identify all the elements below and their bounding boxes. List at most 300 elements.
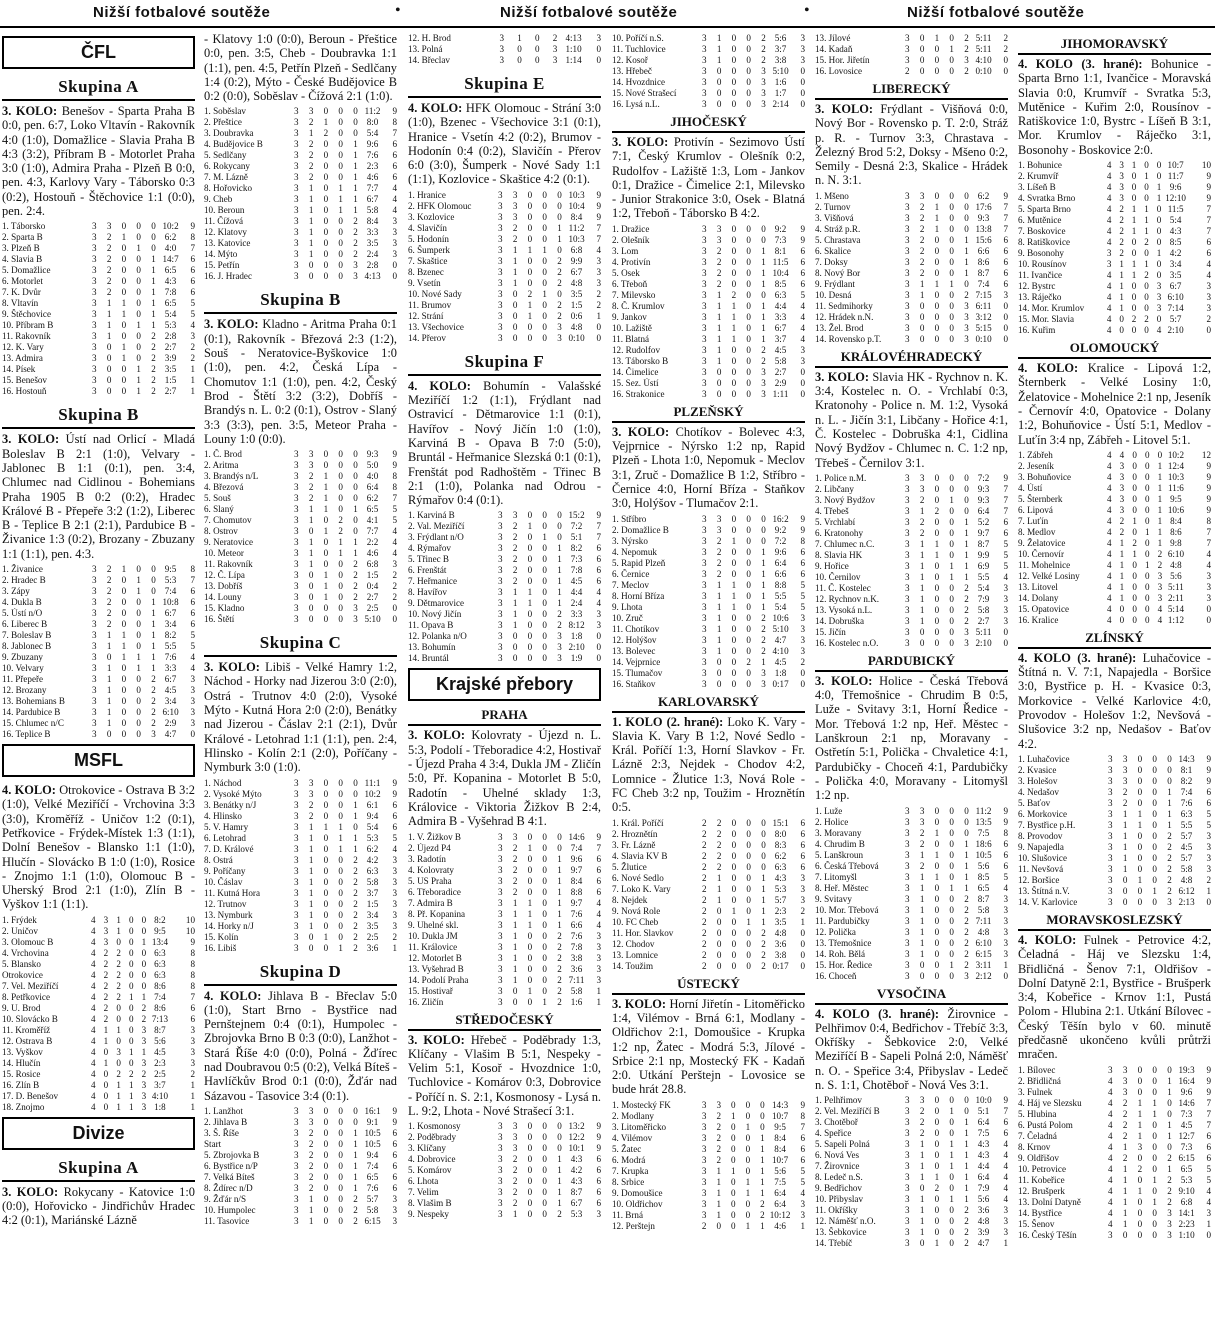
- table-cell: 2: [1167, 863, 1172, 874]
- table-cell: 0: [542, 963, 547, 974]
- table-cell: 2: [716, 1121, 722, 1132]
- team-name: 2. Turnov: [815, 201, 851, 212]
- table-cell: 3: [1119, 493, 1125, 504]
- table-cell: 9: [1206, 182, 1211, 193]
- team-name: 1. Soběslav: [204, 106, 246, 117]
- table-cell: 4: [1106, 449, 1112, 460]
- table-row: [2, 375, 195, 386]
- table-row: [204, 581, 397, 592]
- table-cell: 0: [746, 88, 751, 98]
- table-cell: 1: [106, 298, 112, 309]
- table-cell: 1: [353, 183, 358, 194]
- table-cell: 3: [905, 1194, 910, 1205]
- table-cell: 3: [702, 256, 707, 267]
- team-name: 11. Nevšová: [1018, 863, 1064, 874]
- team-name: 16. Štětí: [204, 614, 235, 625]
- table-cell: 4: [596, 598, 601, 609]
- team-name: 7. Milevsko: [612, 289, 656, 300]
- team-name: 6. Morkovice: [1018, 808, 1067, 819]
- table-cell: 3: [905, 289, 910, 300]
- table-cell: 0: [746, 938, 751, 949]
- table-row: [815, 1117, 1008, 1128]
- table-cell: 3: [92, 663, 97, 674]
- table-cell: 1: [964, 516, 969, 527]
- table-cell: 3: [905, 827, 910, 838]
- table-cell: 15:6: [975, 234, 992, 245]
- table-cell: 3: [498, 200, 503, 211]
- table-cell: 4: [1108, 1152, 1113, 1163]
- table-cell: 1: [512, 277, 518, 288]
- table-cell: 3: [905, 33, 910, 43]
- table-cell: 0: [746, 850, 751, 861]
- table-cell: 6: [190, 586, 195, 597]
- table-cell: 3: [308, 777, 314, 788]
- table-cell: 0: [1152, 1185, 1157, 1196]
- table-row: [815, 1216, 1008, 1227]
- table-cell: 3: [92, 652, 97, 663]
- table-cell: 9:8: [1170, 537, 1182, 548]
- table-cell: 3: [761, 366, 766, 377]
- table-cell: 3: [800, 612, 805, 623]
- table-cell: 5: [800, 590, 805, 601]
- table-cell: 0: [1144, 515, 1150, 526]
- table-cell: 0: [338, 1215, 343, 1226]
- table-cell: 5:8: [977, 904, 990, 915]
- table-cell: 3: [905, 915, 910, 926]
- table-cell: 0: [949, 516, 954, 527]
- table-cell: 3: [498, 288, 503, 299]
- table-cell: 3: [905, 1238, 910, 1249]
- table-cell: 4: [1108, 1218, 1113, 1229]
- team-name: 14. Podolí Praha: [408, 974, 469, 985]
- table-cell: 1: [323, 526, 329, 537]
- team-name: 11. Kroměříž: [2, 1024, 51, 1035]
- table-row: [408, 554, 601, 565]
- table-cell: 3: [919, 816, 925, 827]
- table-cell: 0: [542, 941, 547, 952]
- table-cell: 0: [1131, 281, 1137, 292]
- table-cell: 3: [1003, 289, 1008, 300]
- table-cell: 0: [746, 568, 751, 579]
- team-name: 15. Nové Strašecí: [612, 88, 677, 98]
- table-cell: 1: [1152, 1196, 1157, 1207]
- table-cell: 1: [338, 548, 343, 559]
- team-name: 14. Bruntál: [408, 653, 449, 664]
- table-cell: 3: [1206, 581, 1211, 592]
- table-cell: 3:7: [774, 333, 787, 344]
- table-cell: 1: [308, 194, 314, 205]
- table-cell: 0: [1152, 1086, 1157, 1097]
- team-name: 6. Nová Ves: [815, 1150, 860, 1161]
- table-cell: 2: [702, 905, 707, 916]
- table-cell: 0: [106, 342, 112, 353]
- table-cell: 3: [1206, 852, 1211, 863]
- table-cell: 2: [760, 1198, 765, 1209]
- table-cell: 3: [701, 1187, 707, 1198]
- table-cell: 11:2: [975, 805, 992, 816]
- team-name: 13. Ráječko: [1018, 292, 1062, 303]
- table-cell: 1: [116, 1101, 121, 1112]
- table-cell: 9: [1206, 764, 1211, 775]
- table-cell: 1: [760, 1187, 765, 1198]
- table-cell: 3: [498, 941, 503, 952]
- table-cell: 7: [392, 128, 397, 139]
- table-cell: 3: [498, 930, 503, 941]
- table-cell: 0: [731, 1176, 736, 1187]
- table-cell: 2: [151, 364, 156, 375]
- table-cell: 3: [702, 267, 707, 278]
- team-name: 4. Stráž p.R.: [815, 223, 861, 234]
- table-cell: 1: [141, 936, 147, 947]
- table-cell: 3: [919, 190, 925, 201]
- table-cell: 4: [1003, 1150, 1008, 1161]
- team-name: 7. Vel. Meziříčí: [2, 980, 59, 991]
- table-cell: 3: [701, 1132, 707, 1143]
- table-cell: 9:4: [366, 1149, 379, 1160]
- team-name: 13. Bohumín: [408, 642, 456, 653]
- table-cell: 6:7: [1169, 281, 1182, 292]
- table-cell: 2: [323, 128, 329, 139]
- table-cell: 3: [701, 1209, 707, 1220]
- table-cell: 1: [1003, 1238, 1008, 1249]
- table-cell: 3: [905, 860, 910, 871]
- table-cell: 1: [141, 1046, 147, 1057]
- team-name: 7. Meclov: [612, 579, 649, 590]
- table-row: [612, 290, 805, 301]
- table-cell: 1: [919, 582, 925, 593]
- table-cell: 3: [1108, 863, 1113, 874]
- table-cell: 2: [731, 289, 737, 300]
- table-cell: 1: [353, 1149, 358, 1160]
- table-cell: 0: [141, 958, 147, 969]
- table-cell: 0: [934, 816, 940, 827]
- table-cell: 3: [294, 271, 299, 282]
- table-cell: 2: [106, 597, 112, 608]
- table-cell: 0: [542, 299, 547, 310]
- table-cell: 3: [702, 557, 707, 568]
- table-cell: 3: [800, 44, 805, 54]
- table-cell: 0: [542, 321, 547, 332]
- table-cell: 4:8: [774, 927, 787, 938]
- table-cell: 0: [190, 729, 195, 740]
- table-cell: 7:6: [570, 930, 583, 941]
- table-cell: 4:2: [366, 854, 379, 865]
- table-cell: 9: [800, 1099, 805, 1110]
- table-cell: 4: [1106, 515, 1112, 526]
- table-row: [612, 569, 805, 580]
- table-cell: 4:8: [570, 321, 583, 332]
- table-cell: 1:11: [772, 388, 789, 399]
- table-row: [1018, 270, 1211, 281]
- table-cell: 1: [338, 821, 343, 832]
- table-cell: 2: [1119, 237, 1124, 248]
- table-cell: 0: [128, 936, 134, 947]
- table-cell: 0: [1144, 325, 1149, 336]
- table-row: [815, 484, 1008, 495]
- table-cell: 3: [596, 277, 601, 288]
- table-cell: 2: [308, 1182, 314, 1193]
- table-cell: 0: [121, 663, 127, 674]
- table-cell: 3: [1137, 1141, 1143, 1152]
- table-cell: 4: [1003, 882, 1008, 893]
- table-cell: 2: [702, 828, 707, 839]
- table-cell: 0: [716, 66, 722, 76]
- table-row: [1018, 259, 1211, 270]
- table-row: [1018, 776, 1211, 787]
- table-row: [612, 246, 805, 257]
- table-row: [815, 1227, 1008, 1238]
- team-name: 6. Šumperk: [408, 244, 450, 255]
- table-cell: 2: [964, 904, 969, 915]
- table-cell: 2:3: [366, 161, 379, 172]
- table-cell: 0: [136, 718, 141, 729]
- table-cell: 1: [106, 685, 112, 696]
- team-name: 14. Louny: [204, 592, 242, 603]
- table-cell: 6:5: [164, 265, 177, 276]
- table-cell: 3: [392, 1204, 397, 1215]
- table-row: [815, 1095, 1008, 1106]
- team-name: 7. Loko K. Vary: [612, 883, 671, 894]
- table-cell: 0: [800, 99, 805, 109]
- table-cell: 15:1: [772, 817, 789, 828]
- table-cell: 2: [1122, 797, 1128, 808]
- team-name: 10. Humpolec: [204, 1204, 256, 1215]
- team-name: 14. Roh. Bělá: [815, 948, 866, 959]
- table-cell: 1: [557, 576, 562, 587]
- table-cell: 4: [392, 183, 397, 194]
- team-name: 8. Př. Kopanina: [408, 908, 466, 919]
- table-cell: 5:0: [366, 460, 379, 471]
- table-cell: 0: [1144, 570, 1150, 581]
- table-cell: 3: [1119, 160, 1124, 171]
- table-cell: 6:7: [570, 266, 583, 277]
- team-name: 4. Chrudim B: [815, 838, 865, 849]
- team-name: 4. Vilémov: [612, 1132, 653, 1143]
- table-cell: 10:3: [568, 233, 585, 244]
- table-cell: 6: [596, 875, 601, 886]
- header-title-right: Nižší fotbalové soutěže: [907, 4, 1085, 21]
- table-cell: 0: [949, 1172, 954, 1183]
- team-name: 14. Rovensko p.T.: [815, 333, 882, 344]
- table-row: [1018, 494, 1211, 505]
- table-cell: 3: [498, 963, 503, 974]
- table-cell: 0: [323, 942, 329, 953]
- table-cell: 1: [760, 1165, 765, 1176]
- table-cell: 2: [964, 44, 969, 54]
- team-name: 12. Holýšov: [612, 634, 657, 645]
- table-cell: 2: [353, 909, 358, 920]
- table-cell: 4: [1106, 171, 1112, 182]
- table-row: [815, 1194, 1008, 1205]
- table-row: [815, 44, 1008, 55]
- table-cell: 0: [323, 614, 329, 625]
- team-name: 2. Vel. Meziříčí B: [815, 1106, 880, 1117]
- table-cell: 0: [949, 311, 954, 322]
- table-cell: 0: [761, 817, 766, 828]
- table-cell: 1: [103, 1035, 109, 1046]
- table-cell: 1: [557, 1176, 562, 1187]
- table-cell: 6:4: [774, 1187, 786, 1198]
- team-name: 6. Slaný: [204, 504, 234, 515]
- table-cell: 2: [919, 1128, 925, 1139]
- team-name: 4. Svratka Brno: [1018, 193, 1076, 204]
- table-cell: 3: [716, 524, 722, 535]
- table-cell: 7: [1206, 1108, 1211, 1119]
- table-cell: 0: [527, 510, 533, 521]
- table-cell: 0: [949, 948, 954, 959]
- table-cell: 2: [512, 886, 518, 897]
- table-row: [1018, 472, 1211, 483]
- table-cell: 6: [392, 161, 397, 172]
- table-cell: 18:6: [975, 838, 992, 849]
- table-cell: 2: [512, 554, 518, 565]
- team-name: 15. Hor. Jiřetín: [815, 55, 870, 65]
- team-name: 6. Mutěnice: [1018, 215, 1062, 226]
- team-name: 8. Horní Bříza: [612, 590, 665, 601]
- table-cell: 0: [934, 805, 940, 816]
- table-cell: 3: [905, 494, 910, 505]
- table-row: [2, 718, 195, 729]
- table-cell: 1: [323, 821, 329, 832]
- table-cell: 5:6: [774, 33, 787, 43]
- table-cell: 1: [761, 311, 766, 322]
- table-cell: 0: [1131, 303, 1137, 314]
- table-cell: 0: [1137, 1075, 1143, 1086]
- table-cell: 3: [294, 526, 299, 537]
- table-cell: 3: [905, 311, 910, 322]
- table-cell: 3: [905, 626, 910, 637]
- region-title: KRÁLOVÉHRADECKÝ: [815, 349, 1008, 368]
- table-cell: 0: [949, 1183, 954, 1194]
- table-cell: 1: [761, 579, 766, 590]
- results-text: Rokycany - Katovice 1:0 (0:0), Hořovicko - Jindřichův Hradec 4:2 (0:1), Mariánské Lázně: [2, 1184, 195, 1228]
- table-cell: 5:8: [977, 604, 990, 615]
- table-cell: 4:5: [570, 576, 583, 587]
- table-row: [815, 66, 1008, 77]
- table-cell: 4: [90, 1057, 96, 1068]
- table-cell: 0: [1167, 775, 1172, 786]
- table-cell: 0: [527, 554, 533, 565]
- table-cell: 0: [949, 1205, 954, 1216]
- table-cell: 5:8: [366, 876, 379, 887]
- table-cell: 8: [190, 564, 195, 575]
- table-row: [612, 44, 805, 55]
- table-cell: 1: [308, 843, 314, 854]
- table-cell: 2: [353, 854, 358, 865]
- table-cell: 4: [190, 663, 195, 674]
- table-cell: 3: [702, 99, 707, 109]
- table-cell: 0: [745, 1198, 751, 1209]
- table-cell: 0: [761, 850, 766, 861]
- table-cell: 4: [1157, 603, 1163, 614]
- table-cell: 8: [392, 471, 397, 482]
- table-cell: 0: [746, 311, 751, 322]
- standings-table: [204, 449, 397, 625]
- table-cell: 4: [800, 1187, 805, 1198]
- table-cell: 0: [353, 1105, 358, 1116]
- table-cell: 0: [949, 604, 954, 615]
- table-row: [204, 504, 397, 515]
- table-cell: 2:10: [1167, 325, 1184, 336]
- table-cell: 0: [323, 161, 329, 172]
- table-cell: 5: [1206, 808, 1211, 819]
- team-name: 6. Kratonohy: [815, 527, 863, 538]
- team-name: 5. Baťov: [1018, 797, 1051, 808]
- table-cell: 3: [103, 936, 109, 947]
- team-name: 10. Přibyslav: [815, 1194, 863, 1205]
- table-cell: 0: [323, 227, 329, 238]
- team-name: 12. Polička: [815, 926, 856, 937]
- table-cell: 0: [338, 216, 343, 227]
- round-label: 4. KOLO:: [408, 378, 471, 393]
- table-cell: 0: [1144, 182, 1149, 193]
- round-results: [2, 783, 195, 912]
- table-cell: 9:6: [366, 139, 379, 150]
- round-results: [2, 1185, 195, 1228]
- team-name: 10. Příbram B: [2, 320, 54, 331]
- table-cell: 2: [116, 1068, 121, 1079]
- table-cell: 0: [746, 667, 751, 678]
- table-row: [815, 312, 1008, 323]
- table-cell: 3: [905, 615, 910, 626]
- table-row: [204, 877, 397, 888]
- team-name: 1. Police n.M.: [815, 472, 867, 483]
- table-row: [612, 624, 805, 635]
- table-cell: 10:7: [771, 1154, 789, 1165]
- table-cell: 0: [121, 685, 127, 696]
- table-cell: 2: [964, 926, 969, 937]
- table-cell: 1: [731, 1165, 736, 1176]
- table-cell: 3: [498, 853, 503, 864]
- table-cell: 1: [919, 937, 925, 948]
- table-cell: 7: [1003, 483, 1008, 494]
- table-row: [408, 267, 601, 278]
- table-row: [612, 279, 805, 290]
- table-cell: 9: [190, 936, 195, 947]
- table-cell: 0: [934, 1117, 940, 1128]
- table-row: [1018, 571, 1211, 582]
- table-cell: 2: [308, 150, 314, 161]
- table-cell: 1: [745, 1187, 751, 1198]
- table-cell: 2: [702, 960, 707, 971]
- table-cell: 1: [1122, 819, 1128, 830]
- table-cell: 3: [905, 1128, 910, 1139]
- table-cell: 0: [338, 260, 343, 271]
- table-cell: 3: [92, 619, 97, 630]
- table-cell: 3: [1167, 896, 1172, 907]
- team-name: 5. Komárov: [408, 1165, 452, 1176]
- table-cell: 0: [542, 875, 547, 886]
- table-cell: 1: [557, 886, 562, 897]
- table-cell: 1: [103, 1024, 109, 1035]
- table-row: [612, 1199, 805, 1210]
- table-cell: 0: [746, 245, 751, 256]
- table-cell: 1: [1119, 592, 1125, 603]
- table-cell: 0: [800, 960, 805, 971]
- table-cell: 1: [106, 641, 112, 652]
- team-name: 3. Š. Říše: [204, 1127, 239, 1138]
- table-cell: 2: [353, 942, 358, 953]
- table-cell: 1: [949, 571, 954, 582]
- table-cell: 1: [964, 267, 969, 278]
- table-cell: 0: [1137, 1174, 1143, 1185]
- table-cell: 10:5: [364, 1127, 381, 1138]
- table-cell: 1: [323, 504, 329, 515]
- table-cell: 0: [512, 996, 518, 1007]
- table-cell: 3: [905, 278, 910, 289]
- table-cell: 3: [190, 1024, 195, 1035]
- team-name: 1. Král. Poříčí: [612, 817, 664, 828]
